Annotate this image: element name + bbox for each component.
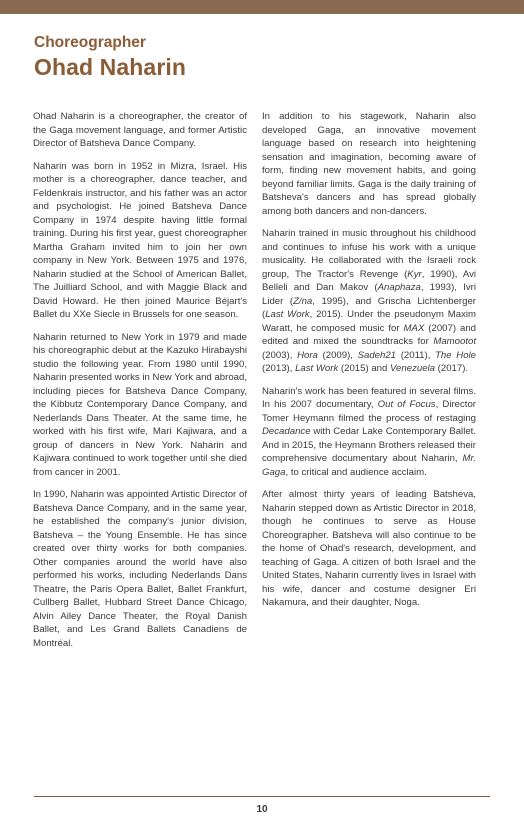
paragraph xyxy=(262,385,476,480)
text-run: Naharin's work has been featured in several films. In his 2007 documentary, xyxy=(262,385,476,410)
header xyxy=(34,34,186,81)
italic-title: Kyr xyxy=(407,268,422,280)
paragraph: Naharin was born in 1952 in Mizra, Israel. His mother is a choreographer, dance teacher, and Feldenkrais instructor, and his father was an actor and psychologist. He joined Batsheva Dance Company in 1974 despite having little formal training. During his first year, guest choreographer Martha Graham invited him to join her own company in New York. Between 1975 and 1976, Naharin studied at the School of American Ballet, The Juilliard School, and with Maggie Black and David Howard. He then joined Maurice Béjart's Ballet du XXe Siecle in Brussels for one season. xyxy=(33,160,247,320)
text-run: (2015) and xyxy=(338,363,391,374)
footer-divider xyxy=(34,796,490,797)
italic-title: MAX xyxy=(403,322,425,334)
text-run: , 2015). Under the pseudonym Maxim Waratt, he composed music for xyxy=(262,309,476,334)
text-run: (2017). xyxy=(435,363,469,374)
italic-title: Last Work xyxy=(265,309,310,320)
italic-title: Hora xyxy=(297,349,318,361)
text-run: (2011), xyxy=(396,349,436,361)
italic-title: The Hole xyxy=(435,349,476,361)
text-run: Naharin trained in music throughout his childhood and continues to infuse his work with a unique musicality. He collaborated with the Israeli rock group, The Tractor's Revenge ( xyxy=(262,228,476,280)
text-run: , Director Tomer Heymann filmed the process of restaging xyxy=(262,399,477,424)
italic-title: Mr. Gaga xyxy=(262,453,476,478)
page-title: Ohad Naharin xyxy=(34,54,187,80)
italic-title: Z/na xyxy=(293,295,313,307)
text-run: , 1990), Avi Belleli and Dan Makov ( xyxy=(262,268,477,293)
italic-title: Mamootot xyxy=(433,336,476,347)
italic-title: Anaphaza xyxy=(377,282,421,293)
text-run: (2009), xyxy=(317,349,358,361)
italic-title: Last Work xyxy=(295,363,339,374)
paragraph: After almost thirty years of leading Batsheva, Naharin stepped down as Artistic Director in 2018, though he continues to serve as House Choreographer. Batsheva will also continue to be the home of Ohad's research, development, and teaching of Gaga. A citizen of both Israel and the United States, Naharin currently lives in Israel with his wife, dancer and costume designer Eri Nakamura, and their daughter, Noga. xyxy=(262,489,476,608)
paragraph: In 1990, Naharin was appointed Artistic Director of Batsheva Dance Company, and in the same year, he established the company's junior division, Batsheva – the Young Ensemble. He has since created over thirty works for both companies. Other companies around the world have also performed his works, including Nederlands Dans Theatre, the Paris Opera Ballet, Ballet Frankfurt, Cullberg Ballet, Hubbard Street Dance Chicago, Alvin Ailey Dance Theater, the Royal Danish Ballet, and Les Grand Ballets Canadiens de Montréal. xyxy=(33,489,247,649)
text-run: , 1993), Ivri Lider ( xyxy=(262,282,476,307)
text-run: (2007) and edited and mixed the soundtracks for xyxy=(262,322,476,347)
text-run: , 1995), and Grischa Lichtenberger ( xyxy=(262,295,476,320)
italic-title: Decadance xyxy=(262,426,311,437)
right-column xyxy=(262,110,476,619)
italic-title: Out of Focus xyxy=(377,399,436,410)
text-run: with Cedar Lake Contemporary Ballet. And in 2015, the Heymann Brothers released their comprehensive documentary about Naharin, xyxy=(262,426,476,464)
paragraph: In addition to his stagework, Naharin also developed Gaga, an innovative movement language based on research into heightening sensation and imagination, becoming aware of form, finding new movement habits, and going beyond familiar limits. Gaga is the daily training of Batsheva's dancers and has spread globally among both dancers and non-dancers. xyxy=(262,111,476,217)
top-color-band xyxy=(0,0,524,14)
italic-title: Venezuela xyxy=(390,363,436,374)
text-run: , to critical and audience acclaim. xyxy=(285,466,427,478)
paragraph: Naharin returned to New York in 1979 and made his choreographic debut at the Kazuko Hirabayshi studio the following year. From 1980 until 1990, Naharin presented works in New York and abroad, including pieces for Batsheva Dance Company, the Kibbutz Contemporary Dance Company, and Nederlands Dans Theater. At the same time, he worked with his first wife, Mari Kajiwara, and a group of dancers in New York. Naharin and Kajiwara continued to work together until she died from cancer in 2001. xyxy=(33,331,247,478)
page-number: 10 xyxy=(256,804,268,815)
text-run: (2013), xyxy=(262,363,296,374)
paragraph xyxy=(262,227,476,376)
left-column xyxy=(33,110,247,659)
paragraph: Ohad Naharin is a choreographer, the creator of the Gaga movement language, and former Artistic Director of Batsheva Dance Company. xyxy=(33,111,247,149)
section-eyebrow: Choreographer xyxy=(34,34,146,51)
italic-title: Sadeh21 xyxy=(357,349,397,361)
text-run: (2003), xyxy=(262,349,298,361)
